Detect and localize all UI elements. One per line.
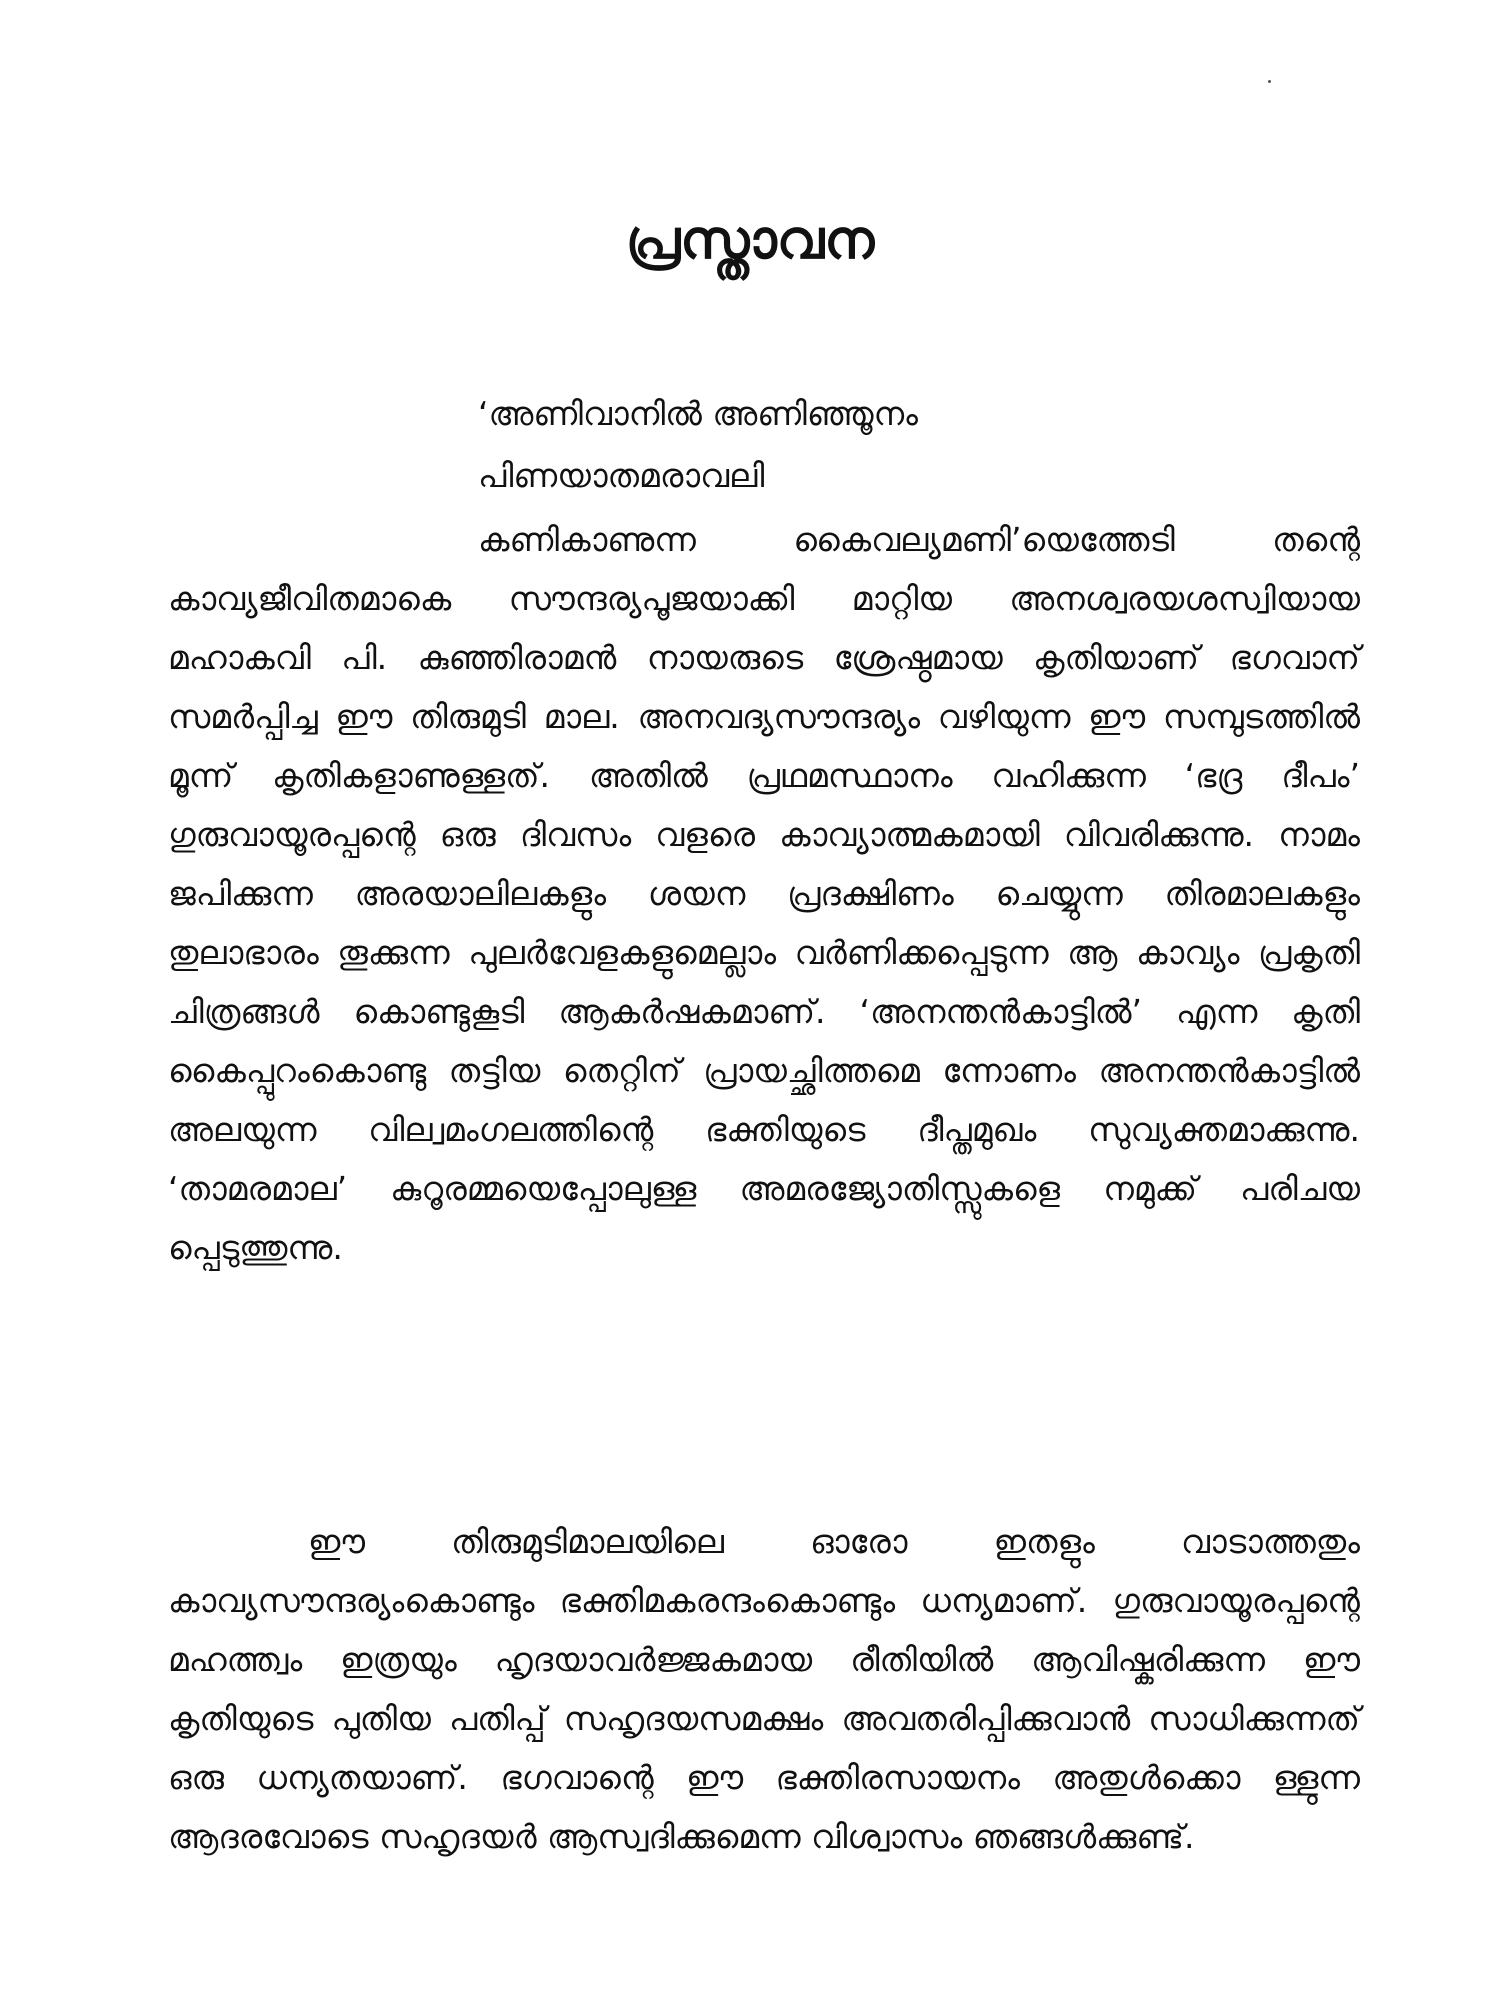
verse-line-1: ‘അണിവാനിൽ അണിഞ്ഞൂനം: [478, 394, 918, 433]
scan-speck: [1268, 80, 1271, 83]
verse-line-2: പിണയാതമരാവലി: [478, 456, 765, 495]
paragraph-2: ഈ തിരുമുടിമാലയിലെ ഓരോ ഇതളും വാടാത്തതും കാവ്യസൗന്ദര്യംകൊണ്ടും ഭക്തിമകരന്ദംകൊണ്ടും ധന്യമാണ്. ഗുരുവായൂരപ്പന്റെ മഹത്ത്വം ഇത്രയും ഹൃദയാവർജ്ജകമായ രീതിയിൽ ആവിഷ്കരിക്കുന്ന ഈ കൃതിയുടെ പുതിയ പതിപ്പ് സഹൃദയസമക്ഷം അവതരിപ്പിക്കുവാൻ സാധിക്കുന്നത് ഒരു ധന്യതയാണ്. ഭഗവാന്റെ ഈ ഭക്തിരസായനം അതുൾക്കൊ ള്ളുന്ന ആദരവോടെ സഹൃദയർ ആസ്വദിക്കുമെന്ന വിശ്വാസം ഞങ്ങൾക്കുണ്ട്.: [168, 1522, 1360, 1856]
paragraph-1: കണികാണുന്ന കൈവല്യമണി’യെത്തേടി തന്റെ കാവ്യജീവിതമാകെ സൗന്ദര്യപൂജയാക്കി മാറ്റിയ അനശ്വരയശസ്വിയായ മഹാകവി പി. കുഞ്ഞിരാമൻ നായരുടെ ശ്രേഷ്ഠമായ കൃതിയാണ് ഭഗവാന് സമർപ്പിച്ച ഈ തിരുമുടി മാല. അനവദ്യസൗന്ദര്യം വഴിയുന്ന ഈ സമ്പുടത്തിൽ മൂന്ന് കൃതികളാണുള്ളത്. അതിൽ പ്രഥമസ്ഥാനം വഹിക്കുന്ന ‘ഭദ്ര ദീപം’ ഗുരുവായൂരപ്പന്റെ ഒരു ദിവസം വളരെ കാവ്യാത്മകമായി വിവരിക്കുന്നു. നാമം ജപിക്കുന്ന അരയാലിലകളും ശയന പ്രദക്ഷിണം ചെയ്യുന്ന തിരമാലകളും തുലാഭാരം തൂക്കുന്ന പുലർവേളകളുമെല്ലാം വർണിക്കപ്പെടുന്ന ആ കാവ്യം പ്രകൃതി ചിത്രങ്ങൾ കൊണ്ടുകൂടി ആകർഷകമാണ്. ‘അനന്തൻകാട്ടിൽ’ എന്ന കൃതി കൈപ്പുറംകൊണ്ടു തട്ടിയ തെറ്റിന് പ്രായച്ഛിത്തമെ ന്നോണം അനന്തൻകാട്ടിൽ അലയുന്ന വില്വമംഗലത്തിന്റെ ഭക്തിയുടെ ദീപ്തമുഖം സുവ്യക്തമാക്കുന്നു. ‘താമരമാല’ കുറൂരമ്മയെപ്പോലുള്ള അമരജ്യോതിസ്സുകളെ നമുക്ക് പരിചയ പ്പെടുത്തുന്നു.: [168, 520, 1360, 1267]
page-title: പ്രസ്താവന: [625, 208, 875, 272]
